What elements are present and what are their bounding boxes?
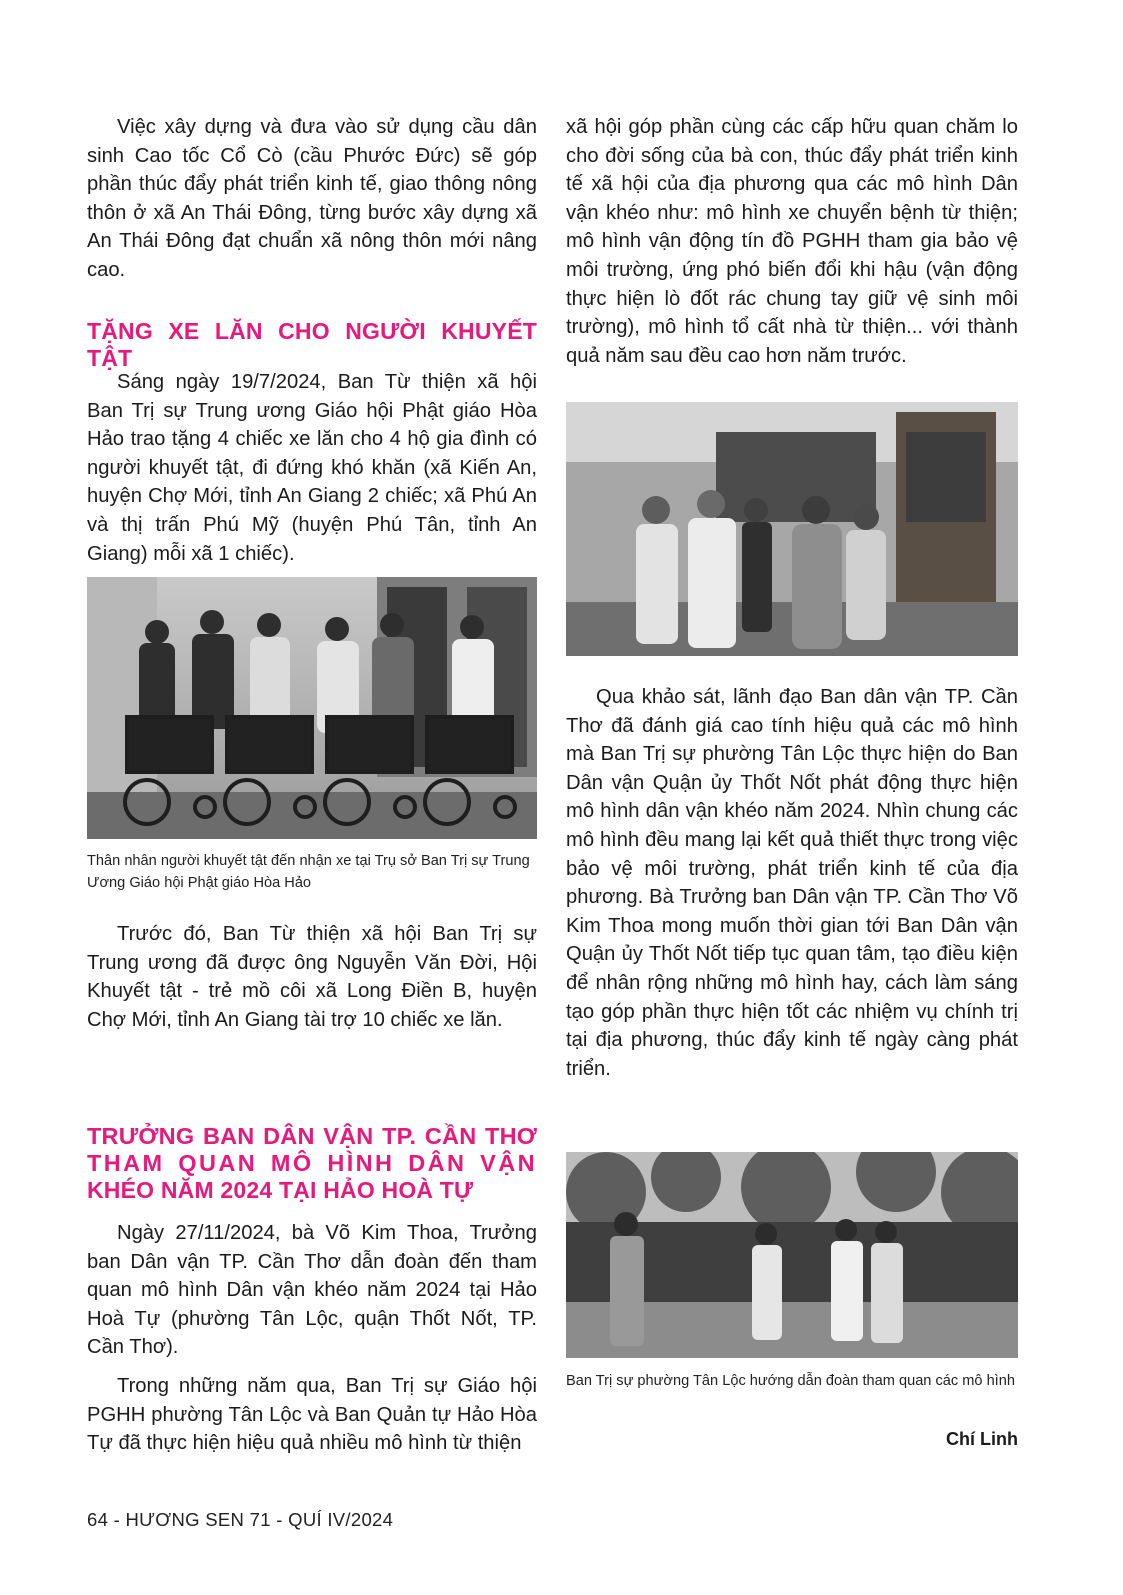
heading-line: THAM QUAN MÔ HÌNH DÂN VẬN <box>87 1150 537 1176</box>
section-heading-dan-van <box>87 1123 537 1204</box>
garden-tour-photo <box>566 1152 1018 1358</box>
wheelchair-donation-photo <box>87 577 537 839</box>
article-paragraph: Ngày 27/11/2024, bà Võ Kim Thoa, Trưởng ban Dân vận TP. Cần Thơ dẫn đoàn đến tham quan mô hình Dân vận khéo năm 2024 tại Hảo Hoà Tự (phường Tân Lộc, quận Thốt Nốt, TP. Cần Thơ). <box>87 1222 537 1359</box>
heading-line: TRƯỞNG BAN DÂN VẬN TP. CẦN THƠ <box>87 1123 537 1149</box>
temple-visit-photo <box>566 402 1018 656</box>
photo-caption: Ban Trị sự phường Tân Lộc hướng dẫn đoàn tham quan các mô hình <box>566 1373 1015 1389</box>
article-paragraph: Trước đó, Ban Từ thiện xã hội Ban Trị sự Trung ương đã được ông Nguyễn Văn Đời, Hội Khuyết tật - trẻ mồ côi xã Long Điền B, huyện Chợ Mới, tỉnh An Giang tài trợ 10 chiếc xe lăn. <box>87 923 537 1031</box>
page-footer: 64 - HƯƠNG SEN 71 - QUÍ IV/2024 <box>87 1509 394 1530</box>
heading-line: KHÉO NĂM 2024 TẠI HẢO HOÀ TỰ <box>87 1177 474 1203</box>
article-paragraph: Sáng ngày 19/7/2024, Ban Từ thiện xã hội Ban Trị sự Trung ương Giáo hội Phật giáo Hòa Hảo trao tặng 4 chiếc xe lăn cho 4 hộ gia đình có người khuyết tật, đi đứng khó khăn (xã Kiến An, huyện Chợ Mới, tỉnh An Giang 2 chiếc; xã Phú An và thị trấn Phú Mỹ (huyện Phú Tân, tỉnh An Giang) mỗi xã 1 chiếc). <box>87 371 537 565</box>
article-paragraph: Việc xây dựng và đưa vào sử dụng cầu dân sinh Cao tốc Cổ Cò (cầu Phước Đức) sẽ góp phần thúc đẩy phát triển kinh tế, giao thông nông thôn ở xã An Thái Đông, từng bước xây dựng xã An Thái Đông đạt chuẩn xã nông thôn mới nâng cao. <box>87 116 537 281</box>
author-byline: Chí Linh <box>946 1429 1018 1449</box>
section-heading-wheelchair: TẶNG XE LĂN CHO NGƯỜI KHUYẾT TẬT <box>87 318 537 371</box>
photo-caption: Thân nhân người khuyết tật đến nhận xe tại Trụ sở Ban Trị sự Trung Ương Giáo hội Phật giáo Hòa Hảo <box>87 853 530 891</box>
article-paragraph: xã hội góp phần cùng các cấp hữu quan chăm lo cho đời sống của bà con, thúc đẩy phát triển kinh tế xã hội của địa phương qua các mô hình Dân vận khéo như: mô hình xe chuyển bệnh từ thiện; mô hình vận động tín đồ PGHH tham gia bảo vệ môi trường, ứng phó biến đổi khi hậu (vận động thực hiện lò đốt rác chung tay giữ vệ sinh môi trường), mô hình tổ cất nhà từ thiện... với thành quả năm sau đều cao hơn năm trước. <box>566 116 1018 367</box>
article-paragraph: Qua khảo sát, lãnh đạo Ban dân vận TP. Cần Thơ đã đánh giá cao tính hiệu quả các mô hình mà Ban Trị sự phường Tân Lộc thực hiện do Ban Dân vận Quận ủy Thốt Nốt phát động thực hiện mô hình dân vận khéo năm 2024. Nhìn chung các mô hình đều mang lại kết quả thiết thực trong việc bảo vệ môi trường, phát triển kinh tế của địa phương. Bà Trưởng ban Dân vận TP. Cần Thơ Võ Kim Thoa mong muốn thời gian tới Ban Dân vận Quận ủy Thốt Nốt tiếp tục quan tâm, tạo điều kiện để nhân rộng những mô hình hay, cách làm sáng tạo góp phần thực hiện tốt các nhiệm vụ chính trị tại địa phương, thúc đẩy kinh tế ngày càng phát triển. <box>566 686 1018 1080</box>
article-paragraph: Trong những năm qua, Ban Trị sự Giáo hội PGHH phường Tân Lộc và Ban Quản tự Hảo Hòa Tự đã thực hiện hiệu quả nhiều mô hình từ thiện <box>87 1375 537 1455</box>
